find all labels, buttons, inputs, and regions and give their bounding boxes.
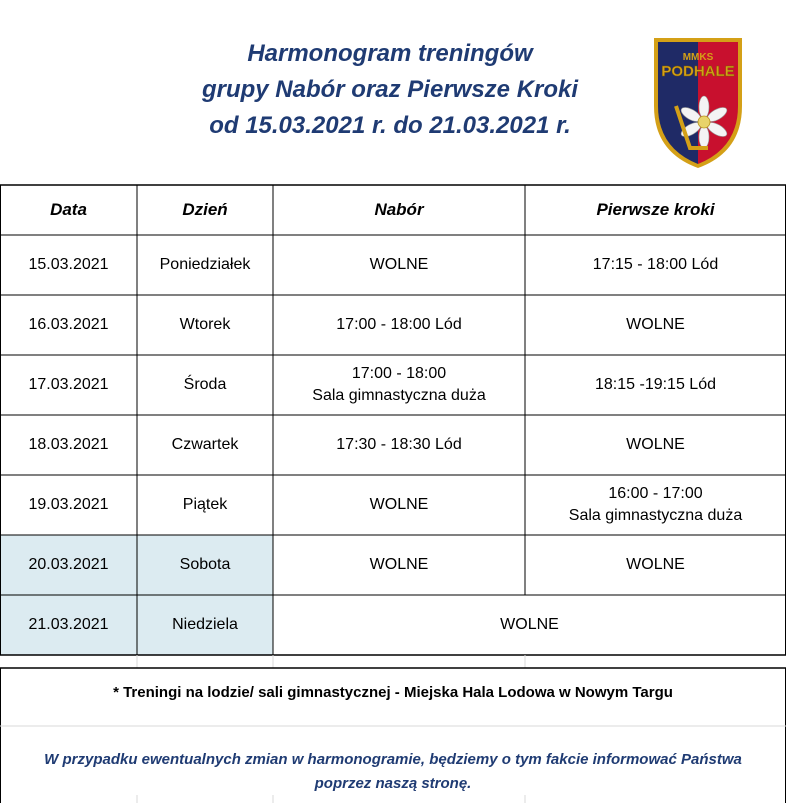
row-date: 18.03.2021 bbox=[28, 436, 109, 453]
logo-top-text: MMKS bbox=[682, 52, 714, 63]
row-day: Sobota bbox=[179, 556, 231, 573]
logo-name-text: PODHALE bbox=[661, 63, 735, 80]
row-pierwsze-kroki bbox=[525, 355, 786, 415]
row-pierwsze-kroki bbox=[525, 535, 786, 595]
row-day: Piątek bbox=[182, 496, 228, 513]
row-date: 20.03.2021 bbox=[28, 556, 109, 573]
row-nabor bbox=[273, 475, 525, 535]
cell-text: WOLNE bbox=[626, 436, 685, 453]
header-date: Data bbox=[50, 200, 87, 219]
row-day: Wtorek bbox=[179, 316, 231, 333]
cell-text: Sala gimnastyczna duża bbox=[568, 507, 743, 524]
row-day: Poniedziałek bbox=[159, 256, 251, 273]
cell-text: WOLNE bbox=[626, 556, 685, 573]
header-nabor: Nabór bbox=[374, 200, 424, 219]
title-line-2: grupy Nabór oraz Pierwsze Kroki bbox=[201, 76, 579, 103]
cell-text: WOLNE bbox=[369, 496, 429, 513]
row-date: 19.03.2021 bbox=[28, 496, 109, 513]
row-date: 17.03.2021 bbox=[28, 376, 109, 393]
row-merged-status: WOLNE bbox=[500, 616, 559, 633]
location-note: * Treningi na lodzie/ sali gimnastycznej - Miejska Hala Lodowa w Nowym Targu bbox=[113, 684, 673, 701]
header-day: Dzień bbox=[182, 200, 228, 219]
cell-text: WOLNE bbox=[369, 556, 429, 573]
title-line-3: od 15.03.2021 r. do 21.03.2021 r. bbox=[209, 112, 571, 139]
cell-text: 17:15 - 18:00 Lód bbox=[592, 256, 719, 273]
cell-text: 16:00 - 17:00 bbox=[608, 485, 703, 502]
title-line-1: Harmonogram treningów bbox=[247, 40, 533, 67]
change-info bbox=[0, 748, 786, 796]
row-day: Środa bbox=[183, 376, 227, 393]
cell-text: Sala gimnastyczna duża bbox=[312, 387, 486, 404]
cell-text: WOLNE bbox=[626, 316, 685, 333]
row-date: 15.03.2021 bbox=[28, 256, 109, 273]
row-nabor bbox=[273, 415, 525, 475]
cell-text: 18:15 -19:15 Lód bbox=[595, 376, 716, 393]
row-nabor bbox=[273, 235, 525, 295]
row-nabor bbox=[273, 295, 525, 355]
row-nabor bbox=[273, 535, 525, 595]
row-pierwsze-kroki bbox=[525, 415, 786, 475]
row-pierwsze-kroki bbox=[525, 235, 786, 295]
cell-text: 17:00 - 18:00 bbox=[351, 365, 447, 382]
change-info-line-2: poprzez naszą stronę. bbox=[314, 775, 472, 792]
row-pierwsze-kroki bbox=[525, 295, 786, 355]
row-date: 16.03.2021 bbox=[28, 316, 109, 333]
row-pierwsze-kroki bbox=[525, 475, 786, 535]
cell-text: WOLNE bbox=[369, 256, 429, 273]
cell-text: 17:00 - 18:00 Lód bbox=[336, 316, 462, 333]
cell-text: 17:30 - 18:30 Lód bbox=[336, 436, 462, 453]
header-pierwsze-kroki: Pierwsze kroki bbox=[596, 200, 715, 219]
row-day: Czwartek bbox=[171, 436, 239, 453]
row-day: Niedziela bbox=[172, 616, 238, 633]
row-nabor bbox=[273, 355, 525, 415]
row-date: 21.03.2021 bbox=[28, 616, 109, 633]
change-info-line-1: W przypadku ewentualnych zmian w harmonogramie, będziemy o tym fakcie informować Państwa bbox=[44, 751, 742, 768]
